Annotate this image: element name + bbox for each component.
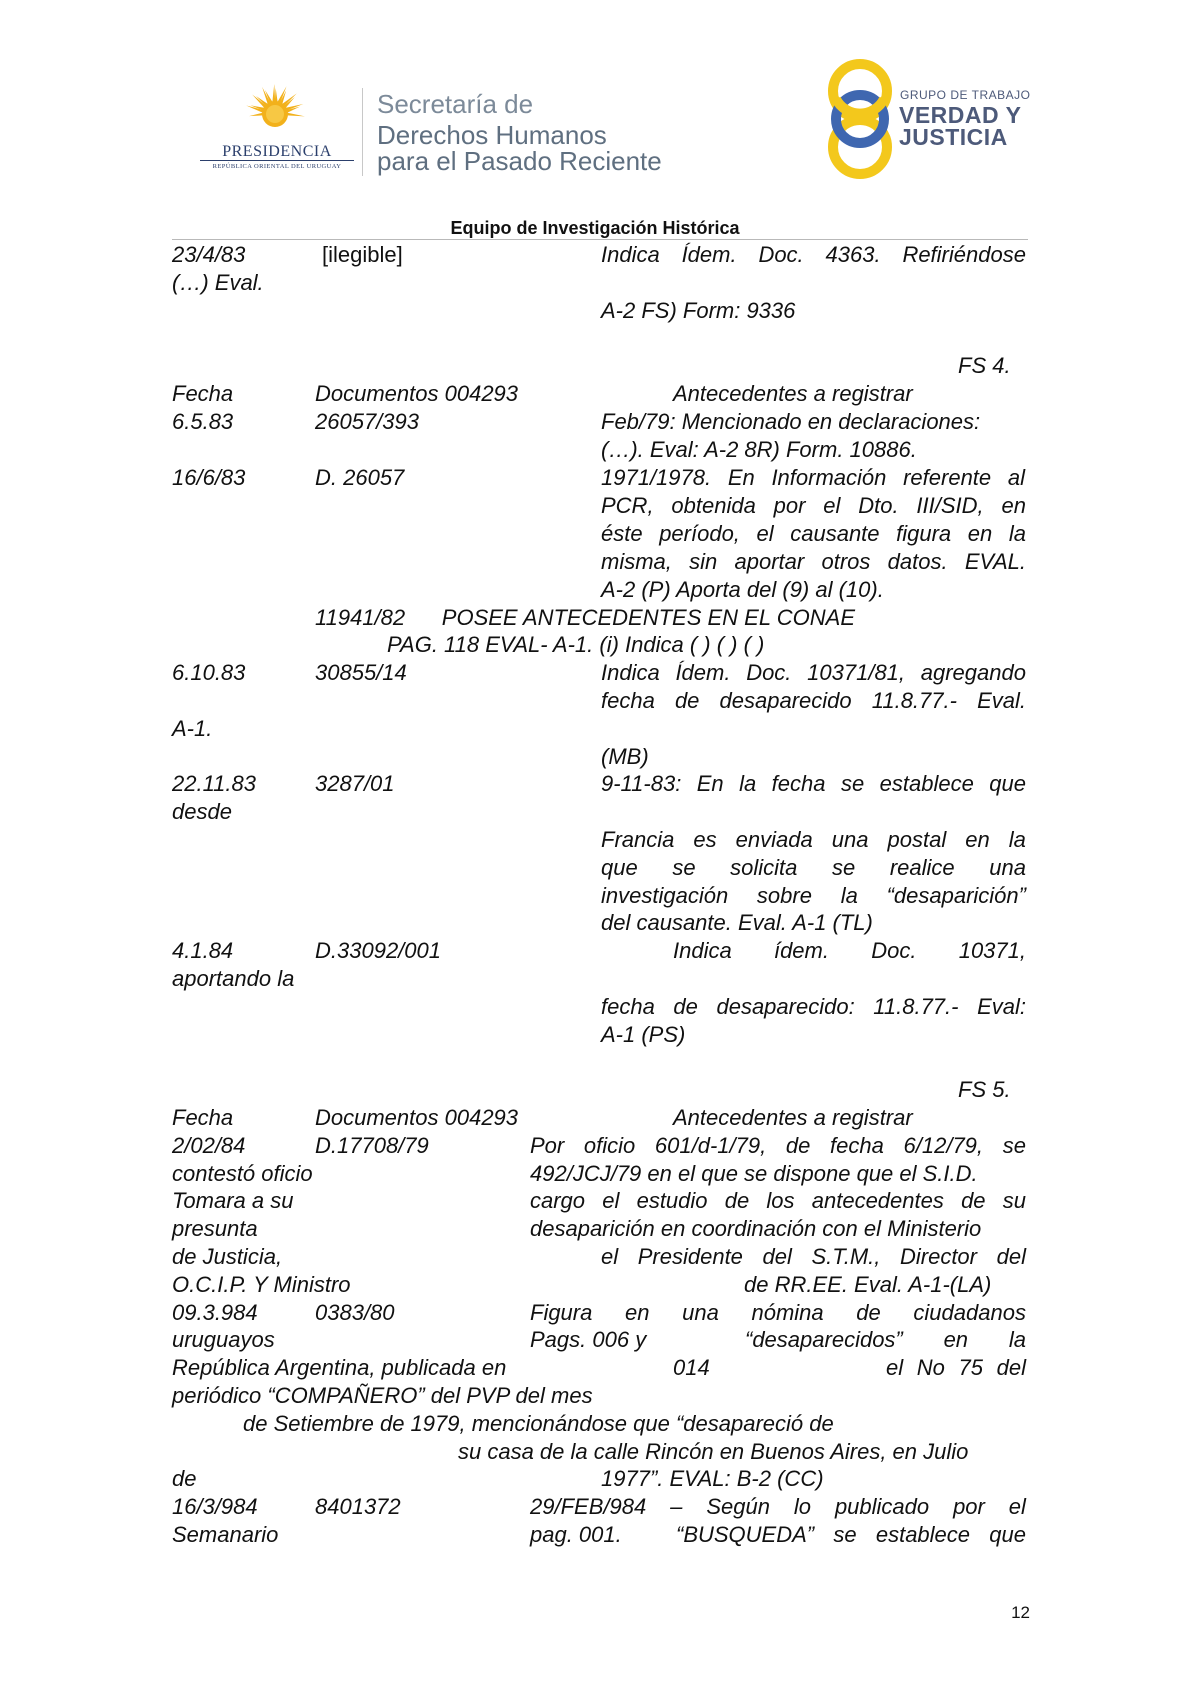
column-header-fecha: Fecha bbox=[172, 1105, 234, 1130]
column-header-antecedentes: Antecedentes a registrar bbox=[673, 1105, 913, 1130]
entry-text: Indica Ídem. Doc. 10371/81, agregando bbox=[601, 660, 1026, 685]
entry-text: 492/JCJ/79 en el que se dispone que el S.I.D. bbox=[530, 1161, 978, 1186]
entry-text: A-2 FS) Form: 9336 bbox=[601, 298, 796, 323]
entry-text: “BUSQUEDA” se establece que bbox=[676, 1522, 1026, 1547]
column-header-documentos: Documentos 004293 bbox=[315, 381, 519, 406]
verdad-justicia-rings-icon bbox=[820, 55, 900, 183]
entry-text: A-2 (P) Aporta del (9) al (10). bbox=[601, 577, 884, 602]
entry-text: (…) Eval. bbox=[172, 270, 264, 295]
entry-text: fecha de desaparecido 11.8.77.- Eval. bbox=[601, 688, 1026, 713]
entry-text: pag. 001. bbox=[530, 1522, 622, 1547]
entry-text: el Presidente del S.T.M., Director del bbox=[601, 1244, 1026, 1269]
entry-text: Por oficio 601/d-1/79, de fecha 6/12/79, se bbox=[530, 1133, 1026, 1158]
entry-text: aportando la bbox=[172, 966, 295, 991]
page-number: 12 bbox=[1011, 1603, 1030, 1622]
entry-text: del causante. Eval. A-1 (TL) bbox=[601, 910, 873, 935]
entry-text: PAG. 118 EVAL- A-1. (i) Indica ( ) ( ) ( ) bbox=[387, 632, 765, 657]
entry-text: (…). Eval: A-2 8R) Form. 10886. bbox=[601, 437, 917, 462]
entry-text: de bbox=[172, 1466, 197, 1491]
presidencia-subtitle: REPÚBLICA ORIENTAL DEL URUGUAY bbox=[212, 163, 342, 170]
secretaria-line-1: Secretaría de bbox=[377, 89, 534, 119]
entry-text: uruguayos bbox=[172, 1327, 275, 1352]
entry-text: 1971/1978. En Información referente al bbox=[601, 465, 1025, 490]
secretaria-line-2: Derechos Humanos bbox=[377, 120, 607, 150]
entry-text: “desaparecidos” en la bbox=[745, 1327, 1026, 1352]
folio-label: FS 4. bbox=[958, 353, 1011, 378]
entry-text: de Setiembre de 1979, mencionándose que “desapareció de bbox=[243, 1411, 834, 1436]
entry-doc: D. 26057 bbox=[315, 465, 405, 490]
team-heading: Equipo de Investigación Histórica bbox=[450, 218, 740, 238]
entry-doc: D.17708/79 bbox=[315, 1133, 429, 1158]
entry-doc: 3287/01 bbox=[315, 771, 395, 796]
grupo-title-1: VERDAD Y bbox=[899, 102, 1022, 128]
entry-text: PCR, obtenida por el Dto. III/SID, en bbox=[601, 493, 1026, 518]
column-header-fecha: Fecha bbox=[172, 381, 234, 406]
entry-doc: 8401372 bbox=[315, 1494, 401, 1519]
entry-text: O.C.I.P. Y Ministro bbox=[172, 1272, 351, 1297]
entry-text: A-1. bbox=[172, 716, 213, 741]
grupo-label: GRUPO DE TRABAJO bbox=[900, 88, 1031, 102]
entry-text: Feb/79: Mencionado en declaraciones: bbox=[601, 409, 981, 434]
entry-date: 4.1.84 bbox=[172, 938, 234, 963]
entry-date: 16/3/984 bbox=[172, 1494, 258, 1519]
entry-text: Figura en una nómina de ciudadanos bbox=[530, 1300, 1026, 1325]
sun-emblem-icon bbox=[235, 80, 315, 140]
entry-text: contestó oficio bbox=[172, 1161, 313, 1186]
entry-text: Indica Ídem. Doc. 4363. Refiriéndose bbox=[601, 242, 1026, 267]
entry-date: 22.11.83 bbox=[172, 771, 257, 796]
entry-date: 2/02/84 bbox=[172, 1133, 246, 1158]
folio-label: FS 5. bbox=[958, 1077, 1011, 1102]
entry-doc: 0383/80 bbox=[315, 1300, 395, 1325]
entry-date: 16/6/83 bbox=[172, 465, 246, 490]
entry-text: investigación sobre la “desaparición” bbox=[601, 883, 1026, 908]
entry-date: 09.3.984 bbox=[172, 1300, 258, 1325]
entry-date: 6.10.83 bbox=[172, 660, 246, 685]
entry-text: fecha de desaparecido: 11.8.77.- Eval: bbox=[601, 994, 1026, 1019]
entry-doc: [ilegible] bbox=[322, 242, 403, 267]
entry-text: de Justicia, bbox=[172, 1244, 283, 1269]
entry-text: misma, sin aportar otros datos. EVAL. bbox=[601, 549, 1026, 574]
column-header-antecedentes: Antecedentes a registrar bbox=[673, 381, 913, 406]
entry-text: éste período, el causante figura en la bbox=[601, 521, 1026, 546]
entry-text: Pags. 006 y bbox=[530, 1327, 647, 1352]
entry-doc: D.33092/001 bbox=[315, 938, 441, 963]
entry-doc: 30855/14 bbox=[315, 660, 407, 685]
entry-text: Semanario bbox=[172, 1522, 279, 1547]
entry-text: cargo el estudio de los antecedentes de su bbox=[530, 1188, 1026, 1213]
entry-text: A-1 (PS) bbox=[601, 1022, 686, 1047]
entry-text: desde bbox=[172, 799, 232, 824]
column-header-documentos: Documentos 004293 bbox=[315, 1105, 519, 1130]
entry-text: 1977”. EVAL: B-2 (CC) bbox=[601, 1466, 824, 1491]
entry-text: 014 bbox=[673, 1355, 710, 1380]
entry-text: periódico “COMPAÑERO” del PVP del mes bbox=[172, 1383, 593, 1408]
entry-text: 9-11-83: En la fecha se establece que bbox=[601, 771, 1026, 796]
entry-text: desaparición en coordinación con el Ministerio bbox=[530, 1216, 982, 1241]
entry-text: Indica ídem. Doc. 10371, bbox=[673, 938, 1026, 963]
grupo-title-2: JUSTICIA bbox=[899, 124, 1008, 150]
entry-text: que se solicita se realice una bbox=[601, 855, 1026, 880]
entry-text: su casa de la calle Rincón en Buenos Aires, en Julio bbox=[458, 1439, 969, 1464]
entry-text: presunta bbox=[172, 1216, 258, 1241]
header-divider bbox=[362, 88, 363, 176]
header-rule bbox=[172, 239, 1028, 240]
entry-date: 6.5.83 bbox=[172, 409, 234, 434]
entry-text: Francia es enviada una postal en la bbox=[601, 827, 1026, 852]
entry-text: Tomara a su bbox=[172, 1188, 294, 1213]
presidencia-divider bbox=[200, 160, 354, 161]
entry-text: República Argentina, publicada en bbox=[172, 1355, 507, 1380]
entry-text: el No 75 del bbox=[886, 1355, 1026, 1380]
entry-text: de RR.EE. Eval. A-1-(LA) bbox=[744, 1272, 992, 1297]
presidencia-word: PRESIDENCIA bbox=[222, 143, 332, 160]
entry-text: (MB) bbox=[601, 744, 649, 769]
entry-text: 29/FEB/984 – Según lo publicado por el bbox=[530, 1494, 1026, 1519]
entry-text: 11941/82 POSEE ANTECEDENTES EN EL CONAE bbox=[315, 605, 856, 630]
secretaria-line-3: para el Pasado Reciente bbox=[377, 146, 662, 176]
entry-date: 23/4/83 bbox=[172, 242, 246, 267]
entry-doc: 26057/393 bbox=[315, 409, 419, 434]
